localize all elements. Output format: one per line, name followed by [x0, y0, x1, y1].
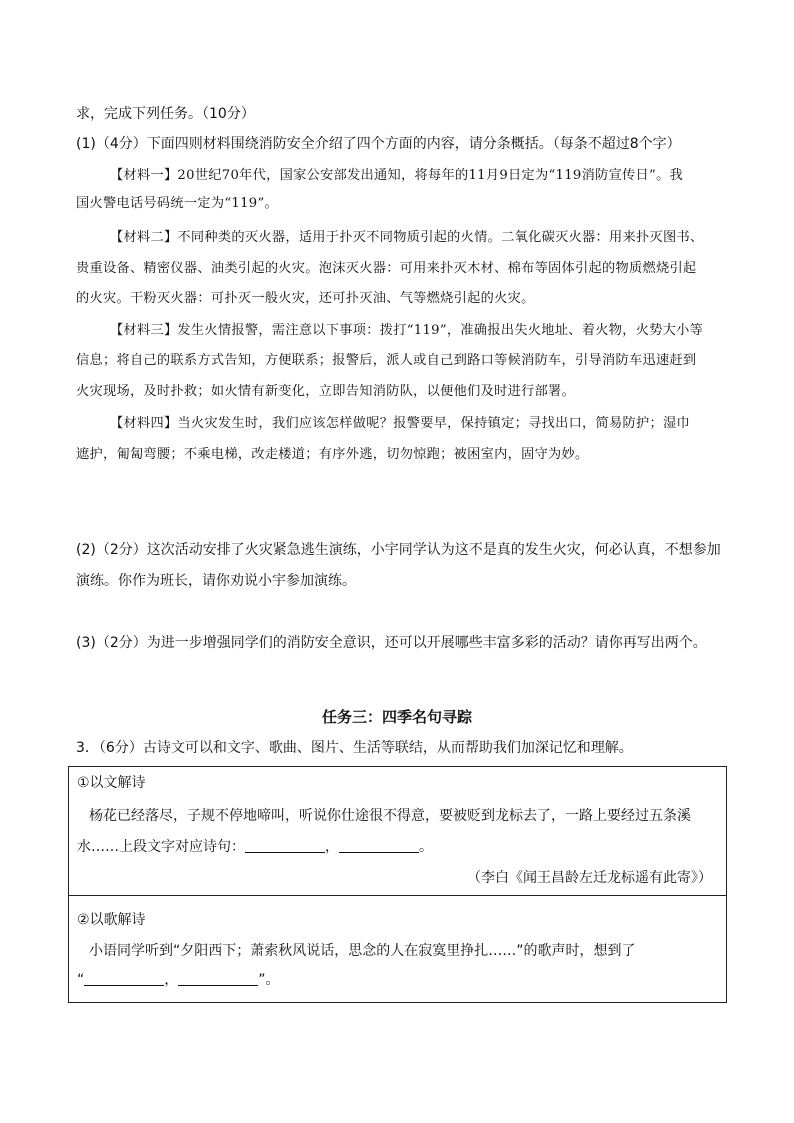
material-2-line-3: 的火灾。干粉灭火器：可扑灭一般火灾，还可扑灭油、气等燃烧引起的火灾。	[76, 291, 535, 306]
question-3-main: 3．（6分）古诗文可以和文字、歌曲、图片、生活等联结，从而帮助我们加深记忆和理解。	[76, 740, 633, 756]
material-1-line-2: 国火警电话号码统一定为“119”。	[76, 196, 279, 211]
box-1-line-1: 杨花已经落尽，子规不停地啼叫，听说你仕途很不得意，要被贬到龙标去了，一路上要经过五条溪	[89, 808, 691, 824]
question-2-line-2: 演练。你作为班长，请你劝说小宇参加演练。	[76, 573, 356, 589]
quote-open: “	[77, 972, 85, 988]
material-4-line-1: 【材料四】当火灾发生时，我们应该怎样做呢？报警要早，保持镇定；寻找出口，简易防护；湿巾	[110, 416, 690, 431]
answer-blank-3[interactable]	[84, 971, 164, 986]
quote-close: ”。	[258, 972, 280, 988]
material-4-line-2: 遮护，匍匐弯腰；不乘电梯，改走楼道；有序外逃，切勿惊跑；被困室内，固守为妙。	[76, 447, 589, 462]
box-1-heading: ①以文解诗	[77, 775, 146, 791]
material-2-line-2: 贵重设备、精密仪器、油类引起的火灾。泡沫灭火器：可用来扑灭木材、棉布等固体引起的物质燃烧引起	[76, 261, 697, 276]
blank-end: 。	[419, 839, 433, 855]
question-1-stem: (1)（4分）下面四则材料围绕消防安全介绍了四个方面的内容，请分条概括。（每条不超过8个字）	[76, 136, 681, 152]
question-3: (3)（2分）为进一步增强同学们的消防安全意识，还可以开展哪些丰富多彩的活动？请你再写出两个。	[76, 635, 707, 651]
question-2-line-1: (2)（2分）这次活动安排了火灾紧急逃生演练，小宇同学认为这不是真的发生火灾，何必认真，不想参加	[76, 542, 721, 558]
material-3-line-2: 信息；将自己的联系方式告知，方便联系；报警后，派人或自己到路口等候消防车，引导消防车迅速赶到	[76, 353, 697, 368]
answer-blank-2[interactable]	[339, 838, 419, 853]
blank-separator-2: ，	[164, 972, 179, 988]
material-1-line-1: 【材料一】20世纪70年代，国家公安部发出通知，将每年的11月9日定为“119消防宣传日”。我	[110, 168, 684, 183]
blank-separator: ，	[325, 839, 339, 855]
task-3-title: 任务三：四季名句寻踪	[321, 708, 472, 726]
box-2-line-1: 小语同学听到“夕阳西下；萧索秋风说话，思念的人在寂寞里挣扎……”的歌声时，想到了	[89, 943, 636, 959]
poem-source: （李白《闻王昌龄左迁龙标遥有此寄》）	[467, 870, 712, 886]
box-1-line-2-text: 水……上段文字对应诗句：	[77, 839, 245, 855]
material-2-line-1: 【材料二】不同种类的灭火器，适用于扑灭不同物质引起的火情。二氧化碳灭火器：用来扑灭图书、	[110, 230, 704, 245]
box-2-heading: ②以歌解诗	[77, 912, 146, 928]
box-2-line-2	[77, 970, 280, 990]
answer-blank-1[interactable]	[245, 838, 325, 853]
material-3-line-3: 火灾现场，及时扑救；如火情有新变化，立即告知消防队，以便他们及时进行部署。	[76, 384, 576, 399]
answer-blank-4[interactable]	[178, 971, 258, 986]
poem-box-song	[68, 895, 727, 1003]
intro-tail: 求，完成下列任务。（10分）	[76, 106, 255, 122]
box-1-line-2	[77, 837, 433, 857]
material-3-line-1: 【材料三】发生火情报警，需注意以下事项：拨打“119”，准确报出失火地址、着火物，火势大小等	[110, 323, 704, 338]
poem-box-text	[68, 766, 727, 896]
